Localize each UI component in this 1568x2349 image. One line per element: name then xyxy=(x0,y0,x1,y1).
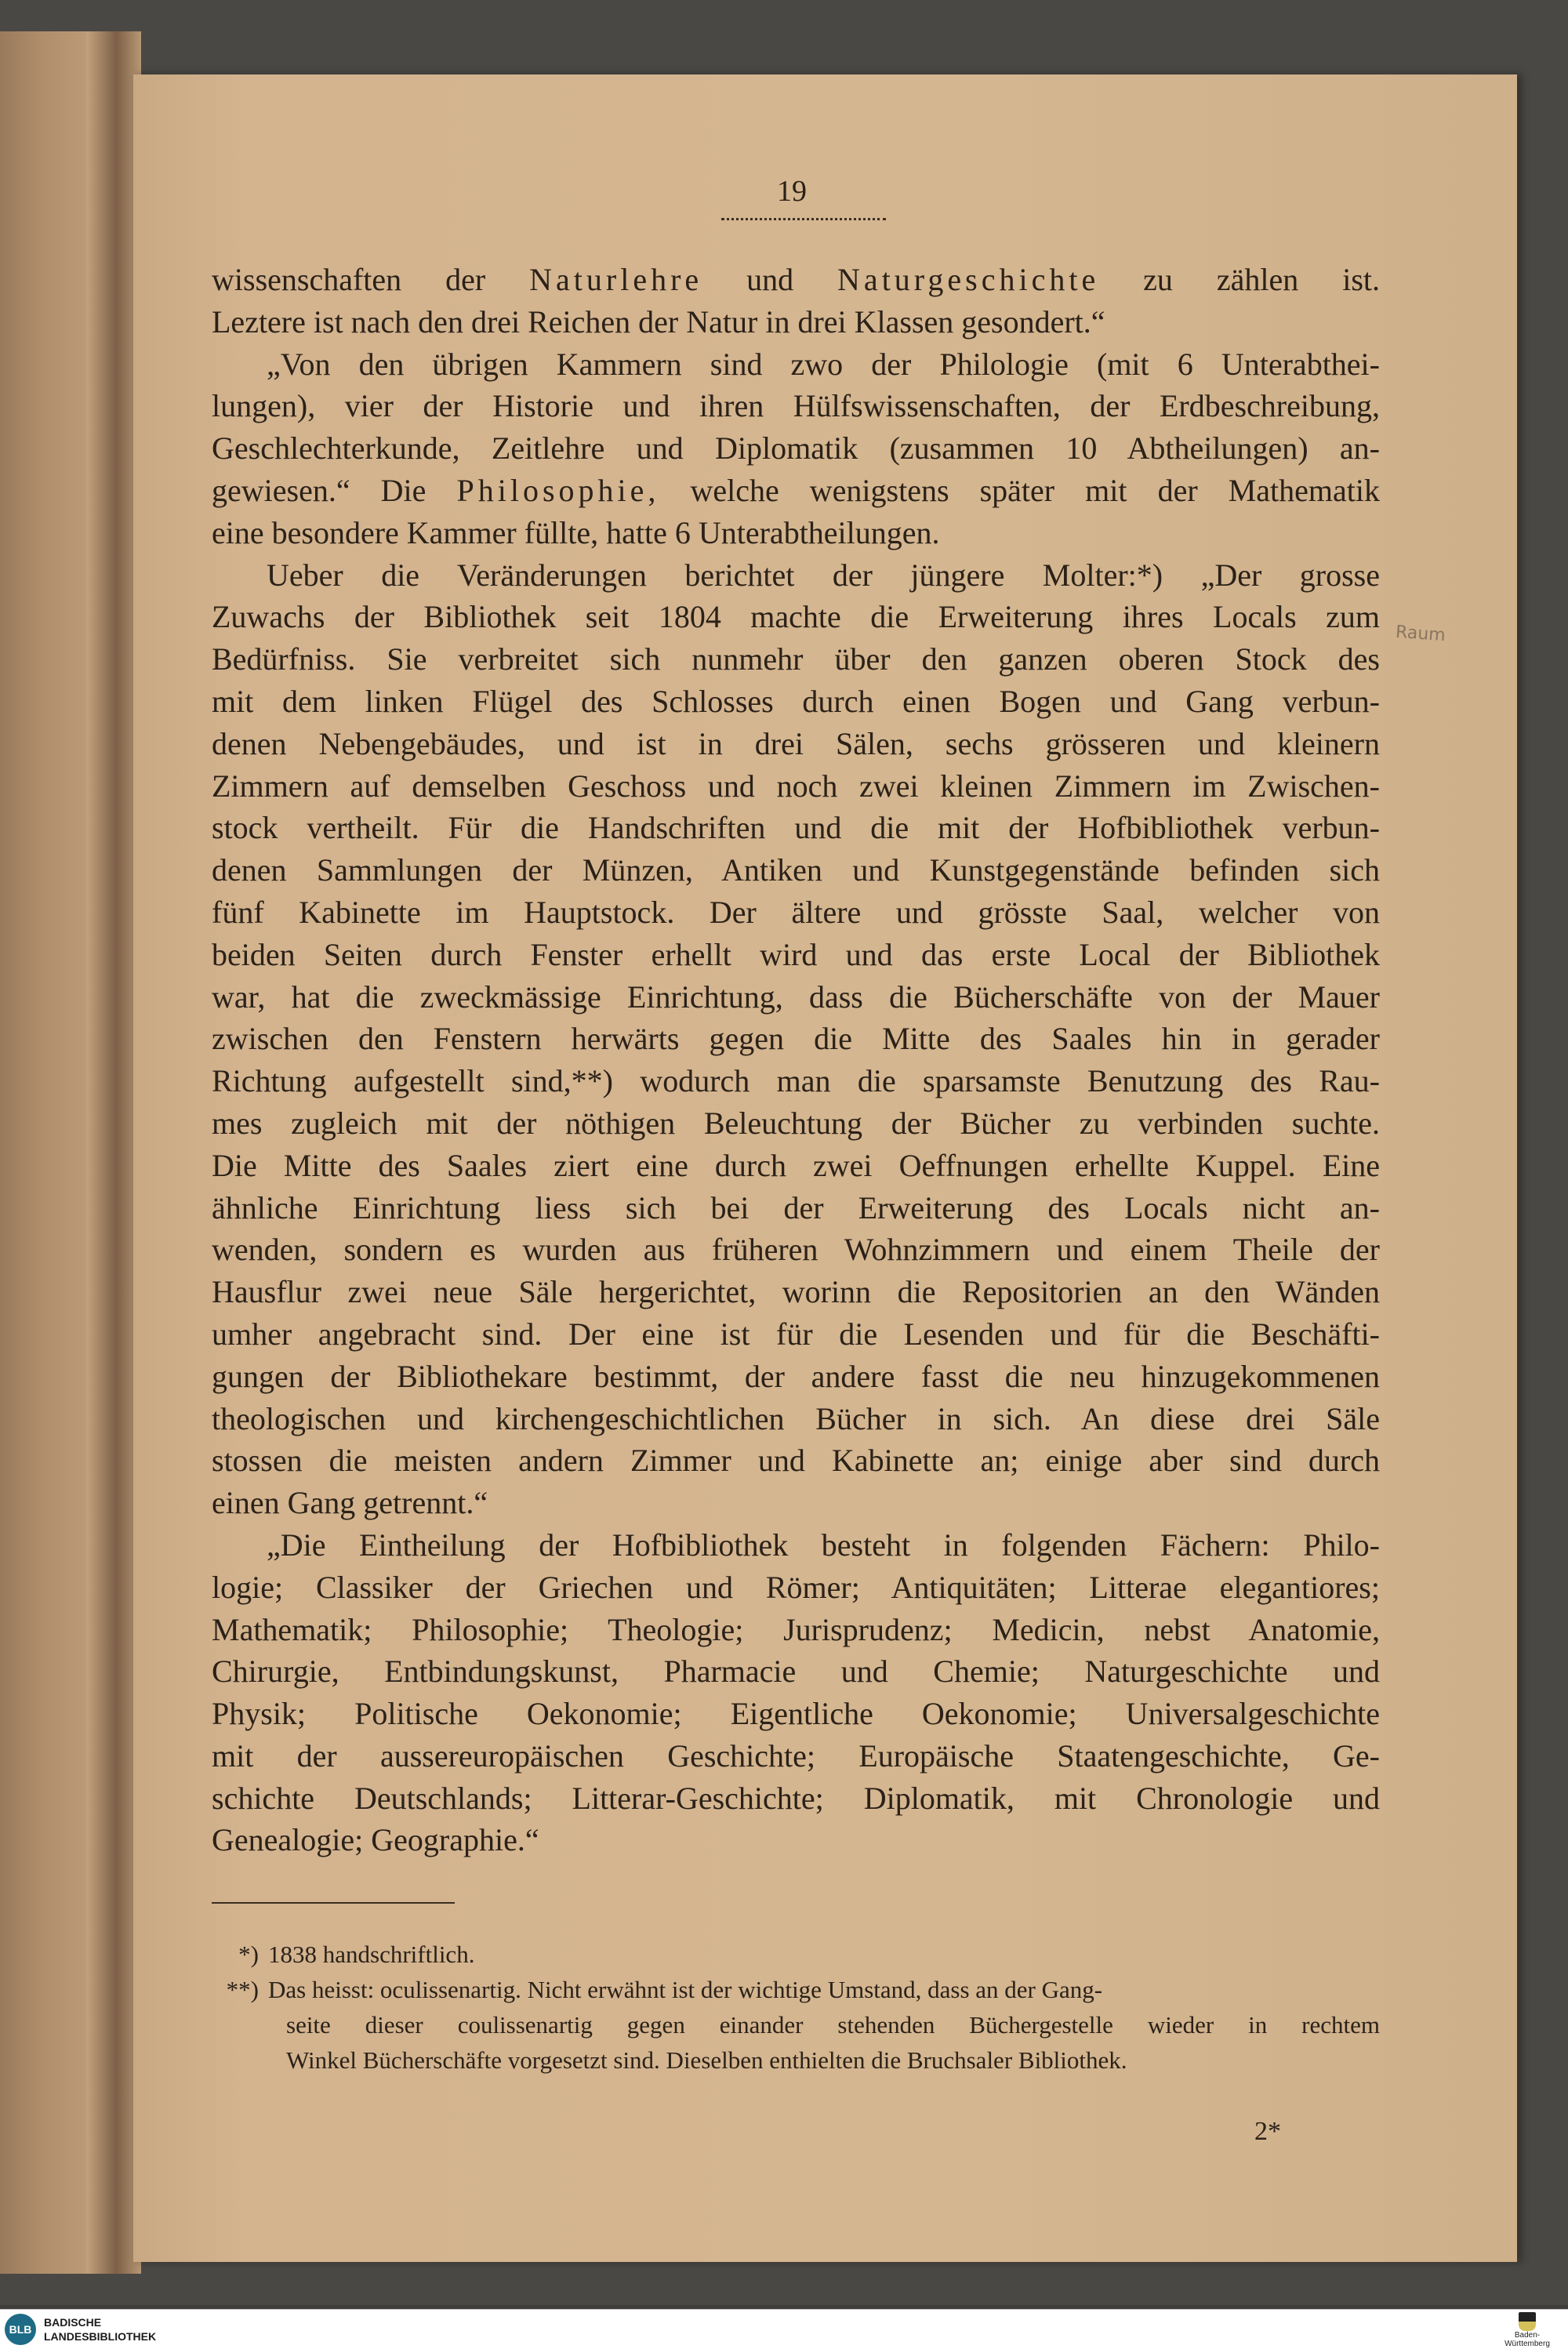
text-line: stock vertheilt. Für die Handschriften und die mit der Hofbibliothek verbun- xyxy=(212,810,1380,846)
text-line: Richtung aufgestellt sind,**) wodurch man die sparsamste Benutzung des Rau- xyxy=(212,1063,1380,1099)
text-line: fünf Kabinette im Hauptstock. Der ältere und grösste Saal, welcher von xyxy=(212,894,1380,930)
library-name-line: BADISCHE xyxy=(44,2316,102,2329)
footnotes xyxy=(212,1937,1380,2078)
text-line: ähnliche Einrichtung liess sich bei der Erweiterung des Locals nicht an- xyxy=(212,1189,1380,1225)
page-number: 19 xyxy=(777,175,807,208)
page-number-ornament xyxy=(721,218,886,220)
text-line: „Von den übrigen Kammern sind zwo der Philologie (mit 6 Unterabthei- xyxy=(267,346,1380,382)
text-line: gungen der Bibliothekare bestimmt, der andere fasst die neu hinzugekommenen xyxy=(212,1358,1380,1394)
text-line: wissenschaften der Naturlehre und Naturgeschichte zu zählen ist. xyxy=(212,262,1380,297)
text-line: mit der aussereuropäischen Geschichte; Europäische Staatengeschichte, Ge- xyxy=(212,1737,1380,1774)
blb-logo[interactable]: BLB xyxy=(5,2314,36,2345)
text-line: zwischen den Fenstern herwärts gegen die Mitte des Saales hin in gerader xyxy=(212,1021,1380,1057)
text-line: Mathematik; Philosophie; Theologie; Jurisprudenz; Medicin, nebst Anatomie, xyxy=(212,1611,1380,1647)
footnote-divider xyxy=(212,1902,455,1904)
text-line: theologischen und kirchengeschichtlichen Bücher in sich. An diese drei Säle xyxy=(212,1400,1380,1436)
text-line: Genealogie; Geographie.“ xyxy=(212,1822,539,1858)
body-text xyxy=(212,259,1380,1861)
text-line: Leztere ist nach den drei Reichen der Natur in drei Klassen gesondert.“ xyxy=(212,303,1105,339)
text-line: Zuwachs der Bibliothek seit 1804 machte die Erweiterung ihres Locals zum xyxy=(212,599,1380,635)
text-line: stossen die meisten andern Zimmer und Kabinette an; einige aber sind durch xyxy=(212,1443,1380,1479)
footnote-2-line: seite dieser coulissenartig gegen einander stehenden Büchergestelle wieder in rechtem xyxy=(286,2011,1380,2039)
baden-wuerttemberg-logo[interactable] xyxy=(1496,2312,1559,2347)
crest-icon xyxy=(1519,2312,1536,2331)
footnote-2 xyxy=(212,1972,1380,2007)
footnote-1 xyxy=(212,1937,1380,1972)
library-name-line: LANDESBIBLIOTHEK xyxy=(44,2330,157,2343)
text-line: umher angebracht sind. Der eine ist für die Lesenden und für die Beschäfti- xyxy=(212,1316,1380,1352)
footnote-2-line: Winkel Bücherschäfte vorgesetzt sind. Dieselben enthielten die Bruchsaler Bibliothek. xyxy=(286,2046,1127,2074)
text-line: war, hat die zweckmässige Einrichtung, dass die Bücherschäfte von der Mauer xyxy=(212,978,1380,1015)
signature-mark: 2* xyxy=(1254,2117,1281,2146)
footnote-2-line: Das heisst: oculissenartig. Nicht erwähnt ist der wichtige Umstand, dass an der Gang- xyxy=(268,1976,1103,2003)
text-line: beiden Seiten durch Fenster erhellt wird und das erste Local der Bibliothek xyxy=(212,936,1380,972)
text-line: mes zugleich mit der nöthigen Beleuchtung der Bücher zu verbinden suchte. xyxy=(212,1105,1380,1141)
text-line: einen Gang getrennt.“ xyxy=(212,1485,488,1521)
text-line: denen Sammlungen der Münzen, Antiken und Kunstgegenstände befinden sich xyxy=(212,852,1380,888)
footer-bar xyxy=(0,2309,1568,2349)
text-line: Ueber die Veränderungen berichtet der jüngere Molter:*) „Der grosse xyxy=(267,557,1380,593)
text-line: lungen), vier der Historie und ihren Hülfswissenschaften, der Erdbeschreibung, xyxy=(212,388,1380,424)
text-line: eine besondere Kammer füllte, hatte 6 Unterabtheilungen. xyxy=(212,514,940,550)
text-line: Chirurgie, Entbindungskunst, Pharmacie und Chemie; Naturgeschichte und xyxy=(212,1654,1380,1690)
text-line: logie; Classiker der Griechen und Römer; Antiquitäten; Litterae elegantiores; xyxy=(212,1569,1380,1605)
text-line: gewiesen.“ Die Philosophie, welche wenigstens später mit der Mathematik xyxy=(212,472,1380,508)
library-name xyxy=(44,2315,156,2344)
text-line: wenden, sondern es wurden aus früheren Wohnzimmern und einem Theile der xyxy=(212,1232,1380,1268)
footnote-1-text: 1838 handschriftlich. xyxy=(268,1941,475,1968)
text-line: Zimmern auf demselben Geschoss und noch zwei kleinen Zimmern im Zwischen- xyxy=(212,768,1380,804)
footnote-2-marker: **) xyxy=(226,1976,259,2003)
footnote-1-marker: *) xyxy=(238,1941,259,1968)
text-line: schichte Deutschlands; Litterar-Geschichte; Diplomatik, mit Chronologie und xyxy=(212,1780,1380,1816)
text-line: Physik; Politische Oekonomie; Eigentliche Oekonomie; Universalgeschichte xyxy=(212,1696,1380,1732)
text-line: „Die Eintheilung der Hofbibliothek besteht in folgenden Fächern: Philo- xyxy=(267,1527,1380,1563)
text-line: mit dem linken Flügel des Schlosses durch einen Bogen und Gang verbun- xyxy=(212,683,1380,719)
state-name: Baden-Württemberg xyxy=(1504,2331,1550,2348)
text-line: Geschlechterkunde, Zeitlehre und Diplomatik (zusammen 10 Abtheilungen) an- xyxy=(212,430,1380,467)
text-line: denen Nebengebäudes, und ist in drei Sälen, sechs grösseren und kleinern xyxy=(212,725,1380,761)
text-line: Hausflur zwei neue Säle hergerichtet, worinn die Repositorien an den Wänden xyxy=(212,1274,1380,1310)
text-line: Bedürfniss. Sie verbreitet sich nunmehr über den ganzen oberen Stock des xyxy=(212,641,1380,677)
text-line: Die Mitte des Saales ziert eine durch zwei Oeffnungen erhellte Kuppel. Eine xyxy=(212,1147,1380,1183)
margin-note: Raum xyxy=(1395,622,1446,646)
